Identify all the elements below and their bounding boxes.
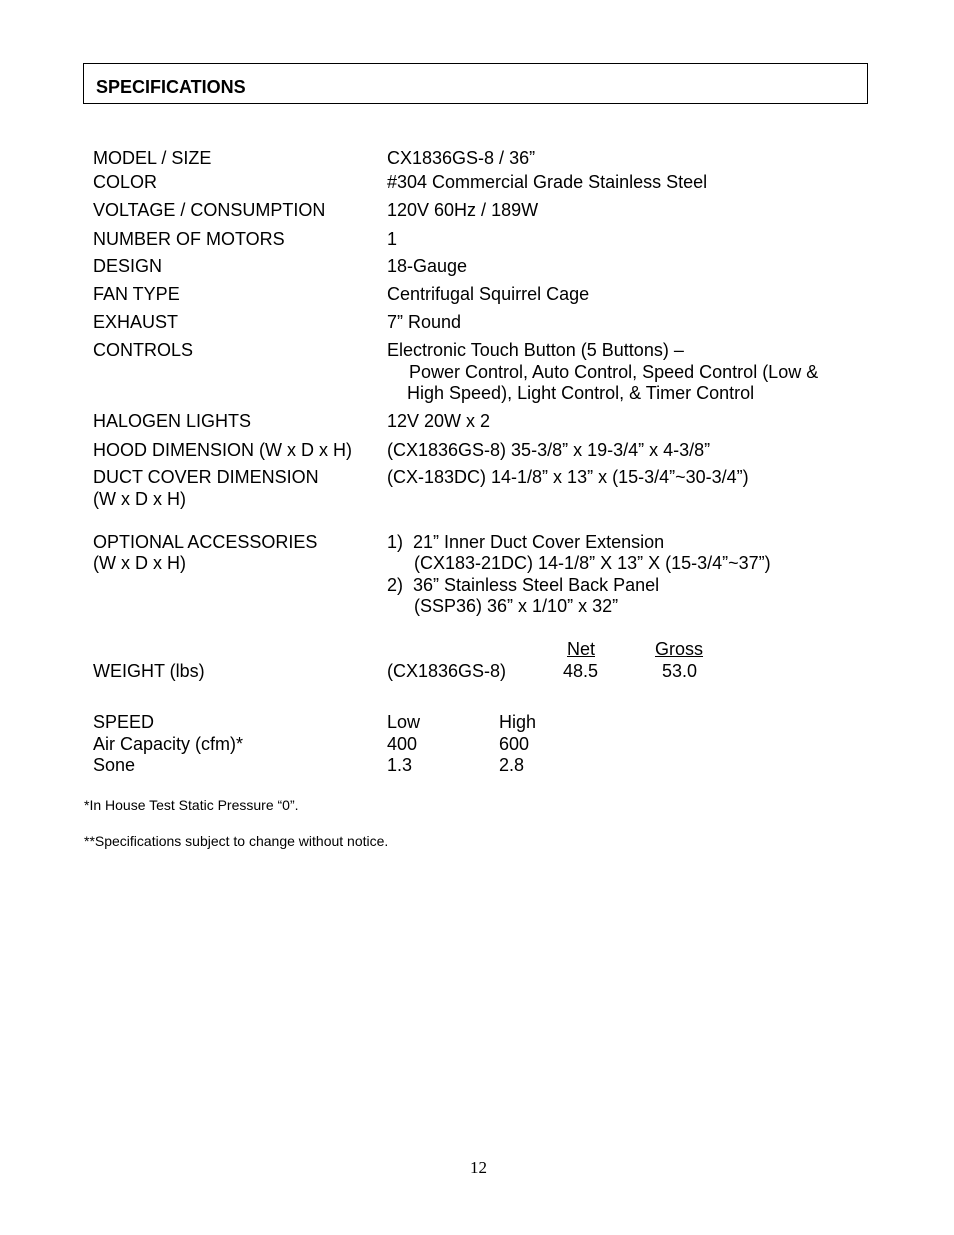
air-capacity-label: Air Capacity (cfm)* (93, 734, 244, 754)
design-value: 18-Gauge (387, 256, 468, 276)
hood-dimension-label: HOOD DIMENSION (W x D x H) (93, 440, 352, 460)
motors-value: 1 (387, 229, 398, 249)
sone-label: Sone (93, 755, 136, 775)
fan-type-label: FAN TYPE (93, 284, 180, 304)
accessories-label-line-2: (W x D x H) (93, 553, 186, 573)
weight-net-header: Net (567, 639, 596, 659)
weight-net-value: 48.5 (563, 661, 599, 681)
air-capacity-high: 600 (499, 734, 530, 754)
accessory-1-line-2: (CX183-21DC) 14-1/8” X 13” X (15-3/4”~37”) (414, 553, 771, 573)
duct-cover-label-line-2: (W x D x H) (93, 489, 186, 509)
accessories-label-line-1: OPTIONAL ACCESSORIES (93, 532, 318, 552)
hood-dimension-value: (CX1836GS-8) 35-3/8” x 19-3/4” x 4-3/8” (387, 440, 711, 460)
fan-type-value: Centrifugal Squirrel Cage (387, 284, 590, 304)
color-value: #304 Commercial Grade Stainless Steel (387, 172, 708, 192)
weight-model: (CX1836GS-8) (387, 661, 507, 681)
model-size-label: MODEL / SIZE (93, 148, 212, 168)
speed-label: SPEED (93, 712, 155, 732)
accessory-1-line-1: 21” Inner Duct Cover Extension (413, 532, 665, 552)
halogen-lights-label: HALOGEN LIGHTS (93, 411, 252, 431)
accessory-2-line-1: 36” Stainless Steel Back Panel (413, 575, 660, 595)
voltage-value: 120V 60Hz / 189W (387, 200, 539, 220)
exhaust-label: EXHAUST (93, 312, 179, 332)
weight-label: WEIGHT (lbs) (93, 661, 205, 681)
controls-line-3: High Speed), Light Control, & Timer Control (407, 383, 755, 403)
weight-gross-header: Gross (655, 639, 704, 659)
page-title: SPECIFICATIONS (96, 77, 246, 97)
controls-line-1: Electronic Touch Button (5 Buttons) – (387, 340, 684, 360)
duct-cover-value: (CX-183DC) 14-1/8” x 13” x (15-3/4”~30-3/4”) (387, 467, 749, 487)
speed-low-header: Low (387, 712, 421, 732)
weight-gross-value: 53.0 (662, 661, 698, 681)
accessory-1-number: 1) (387, 532, 404, 552)
accessory-2-number: 2) (387, 575, 404, 595)
voltage-label: VOLTAGE / CONSUMPTION (93, 200, 326, 220)
halogen-lights-value: 12V 20W x 2 (387, 411, 491, 431)
duct-cover-label-line-1: DUCT COVER DIMENSION (93, 467, 319, 487)
sone-low: 1.3 (387, 755, 413, 775)
accessory-2-line-2: (SSP36) 36” x 1/10” x 32” (414, 596, 619, 616)
controls-label: CONTROLS (93, 340, 194, 360)
controls-line-2: Power Control, Auto Control, Speed Control (Low & (409, 362, 819, 382)
footnote-specs-change: **Specifications subject to change without notice. (84, 833, 389, 849)
page-number: 12 (470, 1158, 487, 1177)
air-capacity-low: 400 (387, 734, 418, 754)
sone-high: 2.8 (499, 755, 525, 775)
model-size-value: CX1836GS-8 / 36” (387, 148, 536, 168)
motors-label: NUMBER OF MOTORS (93, 229, 285, 249)
specifications-header-box (83, 63, 868, 104)
color-label: COLOR (93, 172, 158, 192)
design-label: DESIGN (93, 256, 163, 276)
exhaust-value: 7” Round (387, 312, 462, 332)
speed-high-header: High (499, 712, 537, 732)
footnote-static-pressure: *In House Test Static Pressure “0”. (84, 797, 299, 813)
